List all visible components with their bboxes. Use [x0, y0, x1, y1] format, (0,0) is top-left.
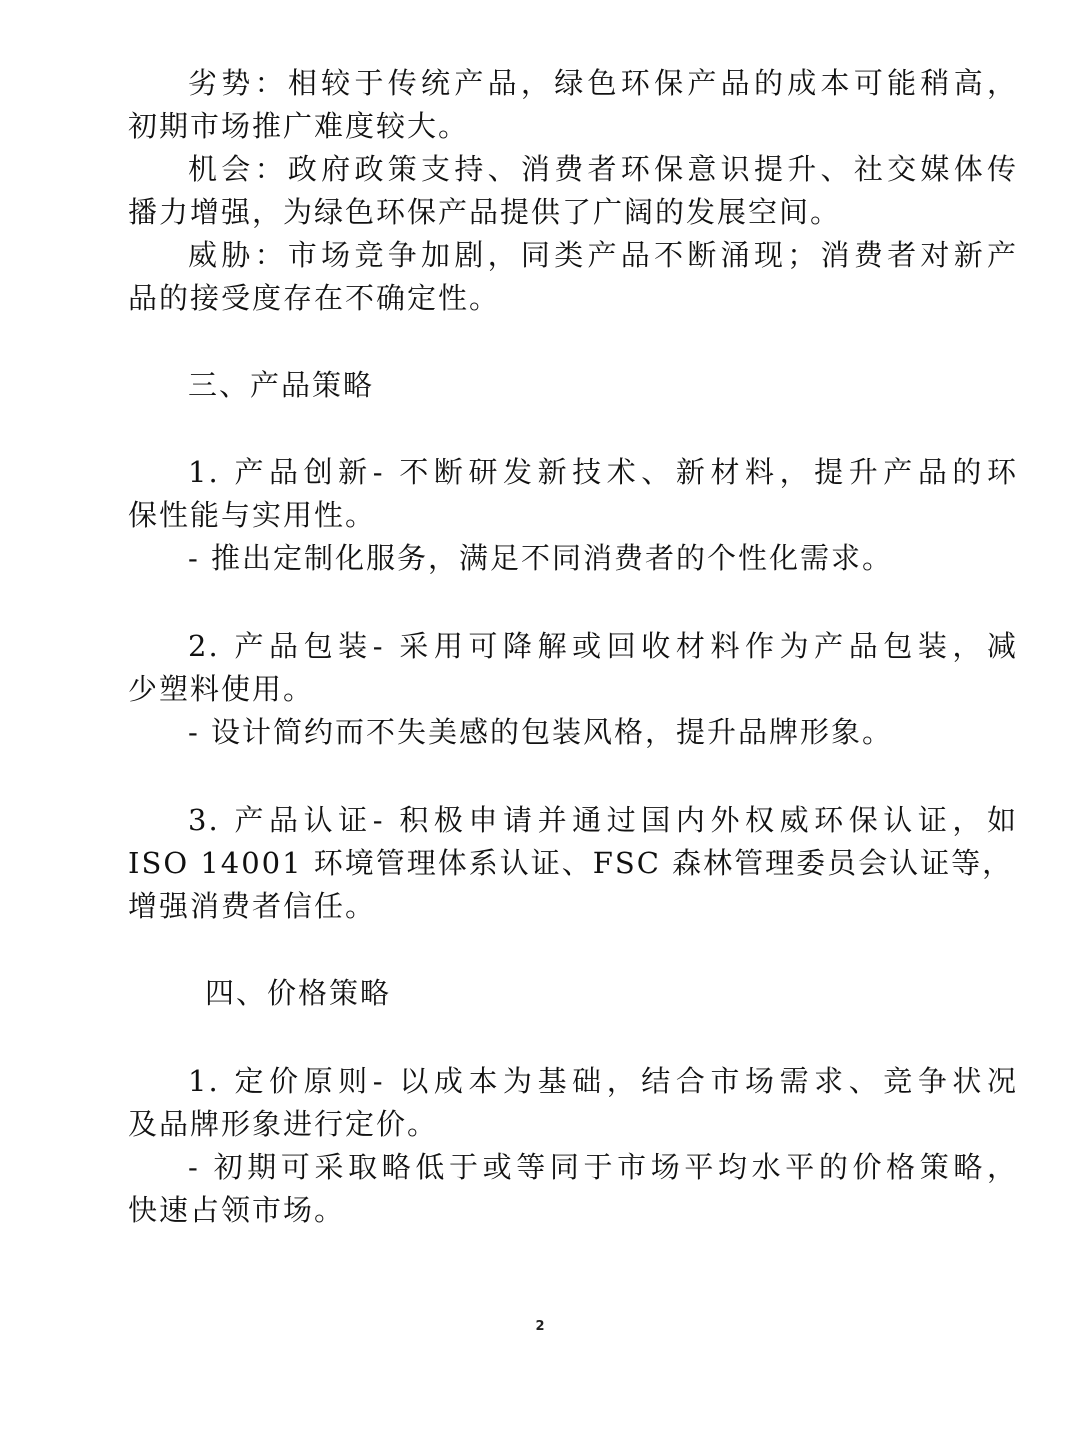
product-certification-line-3: 增强消费者信任。	[128, 889, 377, 923]
paragraph-opportunity-line-1: 机会：政府政策支持、消费者环保意识提升、社交媒体传	[188, 152, 1018, 186]
product-packaging-line-2: 少塑料使用。	[128, 672, 315, 706]
section-heading-product-strategy: 三、产品策略	[188, 368, 375, 402]
paragraph-threat-line-1: 威胁：市场竞争加剧，同类产品不断涌现；消费者对新产	[188, 238, 1018, 272]
product-certification-line-2: ISO 14001 环境管理体系认证、FSC 森林管理委员会认证等，	[128, 846, 1014, 880]
product-innovation-line-1: 1. 产品创新- 不断研发新技术、新材料，提升产品的环	[188, 455, 1018, 489]
product-innovation-bullet: - 推出定制化服务，满足不同消费者的个性化需求。	[188, 541, 894, 575]
pricing-principle-bullet-line-1: - 初期可采取略低于或等同于市场平均水平的价格策略，	[188, 1150, 1018, 1184]
pricing-principle-line-2: 及品牌形象进行定价。	[128, 1107, 439, 1141]
paragraph-weakness-line-2: 初期市场推广难度较大。	[128, 109, 470, 143]
paragraph-threat-line-2: 品的接受度存在不确定性。	[128, 281, 501, 315]
section-heading-price-strategy: 四、价格策略	[205, 976, 392, 1010]
product-packaging-line-1: 2. 产品包装- 采用可降解或回收材料作为产品包装，减	[188, 629, 1018, 663]
page-number: 2	[535, 1319, 545, 1334]
product-innovation-line-2: 保性能与实用性。	[128, 498, 377, 532]
product-packaging-bullet: - 设计简约而不失美感的包装风格，提升品牌形象。	[188, 715, 894, 749]
pricing-principle-bullet-line-2: 快速占领市场。	[128, 1193, 346, 1227]
product-certification-line-1: 3. 产品认证- 积极申请并通过国内外权威环保认证，如	[188, 803, 1018, 837]
paragraph-weakness-line-1: 劣势：相较于传统产品，绿色环保产品的成本可能稍高，	[188, 66, 1018, 100]
pricing-principle-line-1: 1. 定价原则- 以成本为基础，结合市场需求、竞争状况	[188, 1064, 1018, 1098]
paragraph-opportunity-line-2: 播力增强，为绿色环保产品提供了广阔的发展空间。	[128, 195, 842, 229]
